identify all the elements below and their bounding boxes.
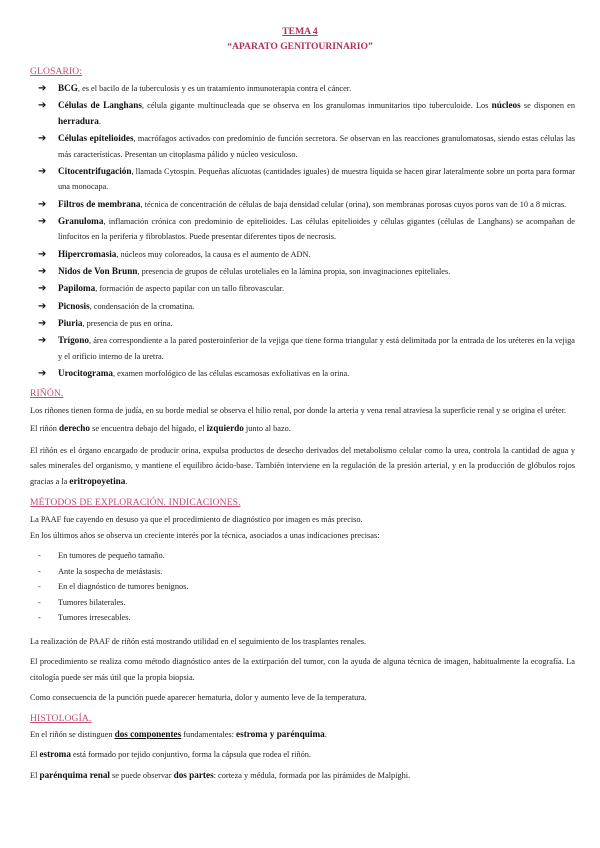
glossary-definition: , área correspondiente a la pared posteroinferior de la vejiga que tiene forma triangular y está delimitada por la entrada de los uréteres en la vejiga y el orificio interno de la uretra.	[58, 336, 575, 361]
dash-bullet-icon: -	[38, 566, 41, 576]
glossary-term: Papiloma	[58, 283, 96, 294]
glossary-definition: , condensación de la cromatina.	[89, 301, 195, 311]
indicaciones-list	[30, 548, 575, 626]
text-run: El riñón es el órgano encargado de producir orina, expulsa productos de desecho derivados del metabolismo celular como la urea, controla la cantidad de agua y sales minerales del organismo, y mantiene el equilibro ácido-base. También interviene en la regulación de la presión arterial, y en la producción de glóbulos rojos gracias a la	[30, 445, 575, 486]
list-item	[30, 299, 575, 315]
list-item	[30, 98, 575, 129]
list-item	[30, 564, 575, 580]
emphasis-izquierdo: izquierdo	[206, 423, 244, 434]
list-item	[30, 610, 575, 626]
text-run: El	[30, 770, 40, 780]
metodos-paragraph-4: El procedimiento se realiza como método diagnóstico antes de la extirpación del tumor, con la ayuda de alguna técnica de imagen, habitualmente la ecografía. La citología puede ser más útil que la propia biopsia.	[30, 657, 575, 682]
list-item-text: Tumores bilaterales.	[58, 597, 126, 607]
list-item	[30, 366, 575, 382]
text-run: .	[324, 729, 327, 739]
glossary-definition: , examen morfológico de las células escamosas exfoliativas en la orina.	[112, 369, 350, 379]
list-item	[30, 164, 575, 195]
arrow-bullet-icon: ➔	[38, 283, 47, 295]
arrow-bullet-icon: ➔	[38, 317, 47, 329]
list-item	[30, 214, 575, 245]
document-header	[0, 26, 600, 53]
arrow-bullet-icon: ➔	[38, 198, 47, 210]
dash-bullet-icon: -	[38, 551, 41, 561]
text-run: En el riñón se distinguen	[30, 729, 115, 739]
glossary-term: Granuloma	[58, 215, 104, 226]
text-run: está formado por tejido conjuntivo, forma la cápsula que rodea el riñón.	[70, 750, 311, 760]
glosario-list	[30, 81, 575, 382]
metodos-paragraph-1: La PAAF fue cayendo en desuso ya que el procedimiento de diagnóstico por imagen es más preciso.	[30, 515, 363, 525]
emphasis-parenquima-renal: parénquima renal	[39, 769, 110, 780]
histologia-paragraph-2	[30, 747, 575, 763]
list-item-text: En tumores de pequeño tamaño.	[58, 551, 165, 561]
glossary-definition: se disponen en	[520, 101, 575, 111]
emphasis-estroma-parenquima: estroma y parénquima	[236, 728, 325, 739]
arrow-bullet-icon: ➔	[38, 266, 47, 278]
arrow-bullet-icon: ➔	[38, 133, 47, 145]
arrow-bullet-icon: ➔	[38, 248, 47, 260]
emphasis-estroma: estroma	[39, 749, 71, 760]
list-item	[30, 131, 575, 162]
list-item	[30, 316, 575, 332]
text-run: : corteza y médula, formada por las pirámides de Malpighi.	[213, 770, 411, 780]
list-item	[30, 333, 575, 364]
arrow-bullet-icon: ➔	[38, 83, 47, 94]
list-item	[30, 264, 575, 280]
arrow-bullet-icon: ➔	[38, 300, 47, 312]
glossary-definition: , célula gigante multinucleada que se observa en los granulomas inmunitarios tipo tuberculoide. Los	[141, 101, 492, 111]
glossary-definition: .	[98, 116, 101, 126]
emphasis-eritropoyetina: eritropoyetina	[69, 475, 126, 486]
arrow-bullet-icon: ➔	[38, 215, 47, 227]
dash-bullet-icon: -	[38, 613, 41, 623]
list-item-text: En el diagnóstico de tumores benignos.	[58, 582, 189, 592]
dash-bullet-icon: -	[38, 582, 41, 592]
page-subtitle: “APARATO GENITOURINARIO”	[227, 41, 373, 52]
list-item	[30, 81, 575, 97]
metodos-paragraph-5: Como consecuencia de la punción puede aparecer hematuria, dolor y aumento leve de la temperatura.	[30, 693, 367, 703]
page-title: TEMA 4	[282, 26, 318, 37]
list-item	[30, 548, 575, 564]
text-run: fundamentales:	[181, 729, 237, 739]
glossary-definition: , núcleos muy coloreados, la causa es el aumento de ADN.	[116, 249, 311, 259]
glossary-term-inline: herradura	[58, 115, 99, 126]
list-item	[30, 281, 575, 297]
glossary-term: Picnosis	[58, 300, 90, 311]
histologia-paragraph-1	[30, 727, 575, 743]
arrow-bullet-icon: ➔	[38, 100, 47, 112]
glossary-term: Células de Langhans	[58, 100, 142, 111]
glossary-definition: , macrófagos activados con predominio de función secretora. Se observan en las reacciones granulomatosas, siendo estas células las más características. Presentan un citoplasma pálido y núcleo vesiculoso.	[58, 134, 575, 159]
histologia-paragraph-3	[30, 768, 575, 784]
glosario-heading: GLOSARIO:	[30, 66, 83, 77]
list-item	[30, 595, 575, 611]
rinon-paragraph-2	[30, 421, 575, 437]
text-run: se encuentra debajo del hígado, el	[90, 424, 207, 434]
glossary-term: Hipercromasia	[58, 248, 117, 259]
glossary-term: BCG	[58, 83, 78, 93]
glossary-definition: , llamada Cytospin. Pequeñas alícuotas (cantidades iguales) de muestra líquida se hacen girar lateralmente sobre un porta para formar una monocapa.	[58, 166, 575, 192]
glossary-definition: , es el bacilo de la tuberculosis y es un tratamiento inmunoterapia contra el cáncer.	[77, 84, 352, 93]
text-run: junto al bazo.	[243, 424, 291, 434]
metodos-heading: MÉTODOS DE EXPLORACIÓN. INDICACIONES.	[30, 497, 241, 509]
document-body	[30, 66, 575, 783]
glossary-term: Células epitelioides	[58, 133, 134, 144]
dash-bullet-icon: -	[38, 597, 41, 607]
list-item-text: Ante la sospecha de metástasis.	[58, 566, 163, 576]
text-run: El riñón	[30, 424, 60, 434]
glossary-definition: , formación de aspecto papilar con un tallo fibrovascular.	[95, 284, 285, 294]
text-run: se puede observar	[109, 770, 174, 780]
arrow-bullet-icon: ➔	[38, 368, 47, 380]
list-item	[30, 197, 575, 213]
rinon-paragraph-3	[30, 443, 575, 490]
list-item-text: Tumores irresecables.	[58, 613, 131, 623]
glossary-term-inline: núcleos	[491, 100, 521, 111]
glossary-definition: , presencia de pus en orina.	[82, 318, 173, 328]
glossary-term: Trígono	[58, 335, 89, 346]
emphasis-dos-componentes: dos componentes	[114, 728, 182, 739]
list-item	[30, 579, 575, 595]
metodos-paragraph-3: La realización de PAAF de riñón está mostrando utilidad en el seguimiento de los trasplantes renales.	[30, 636, 367, 646]
text-run: .	[125, 476, 128, 486]
glossary-term: Piuria	[58, 317, 83, 328]
text-run: El	[30, 750, 40, 760]
glossary-term: Citocentrifugación	[58, 165, 132, 176]
metodos-paragraph-2: En los últimos años se observa un creciente interés por la técnica, asociados a unas indicaciones precisas:	[30, 530, 380, 540]
histologia-heading: HISTOLOGÍA.	[30, 712, 92, 724]
glossary-definition: , inflamación crónica con predominio de epitelioides. Las células epitelioides y células gigantes (células de Langhans) se acompañan de linfocitos en la periferia y fibroblastos. Puede presentar diferentes tipos de necrosis.	[58, 216, 575, 242]
glossary-term: Nidos de Von Brunn	[58, 266, 138, 277]
glossary-definition: , técnica de concentración de células de baja densidad celular (orina), son membranas porosas cuyos poros van de 10 a 8 micras.	[140, 199, 567, 209]
emphasis-derecho: derecho	[59, 423, 91, 434]
arrow-bullet-icon: ➔	[38, 335, 47, 347]
rinon-heading: RIÑÓN.	[30, 387, 64, 399]
glossary-definition: , presencia de grupos de células uroteliales en la lámina propia, son invaginaciones epiteliales.	[137, 267, 451, 277]
glossary-term: Urocitograma	[58, 368, 113, 379]
list-item	[30, 247, 575, 263]
glossary-term: Filtros de membrana	[58, 198, 141, 209]
arrow-bullet-icon: ➔	[38, 165, 47, 177]
emphasis-dos-partes: dos partes	[173, 769, 214, 780]
rinon-paragraph-1: Los riñones tienen forma de judía, en su borde medial se observa el hilio renal, por donde la arteria y vena renal atraviesa la superficie renal y se origina el uréter.	[30, 405, 567, 415]
